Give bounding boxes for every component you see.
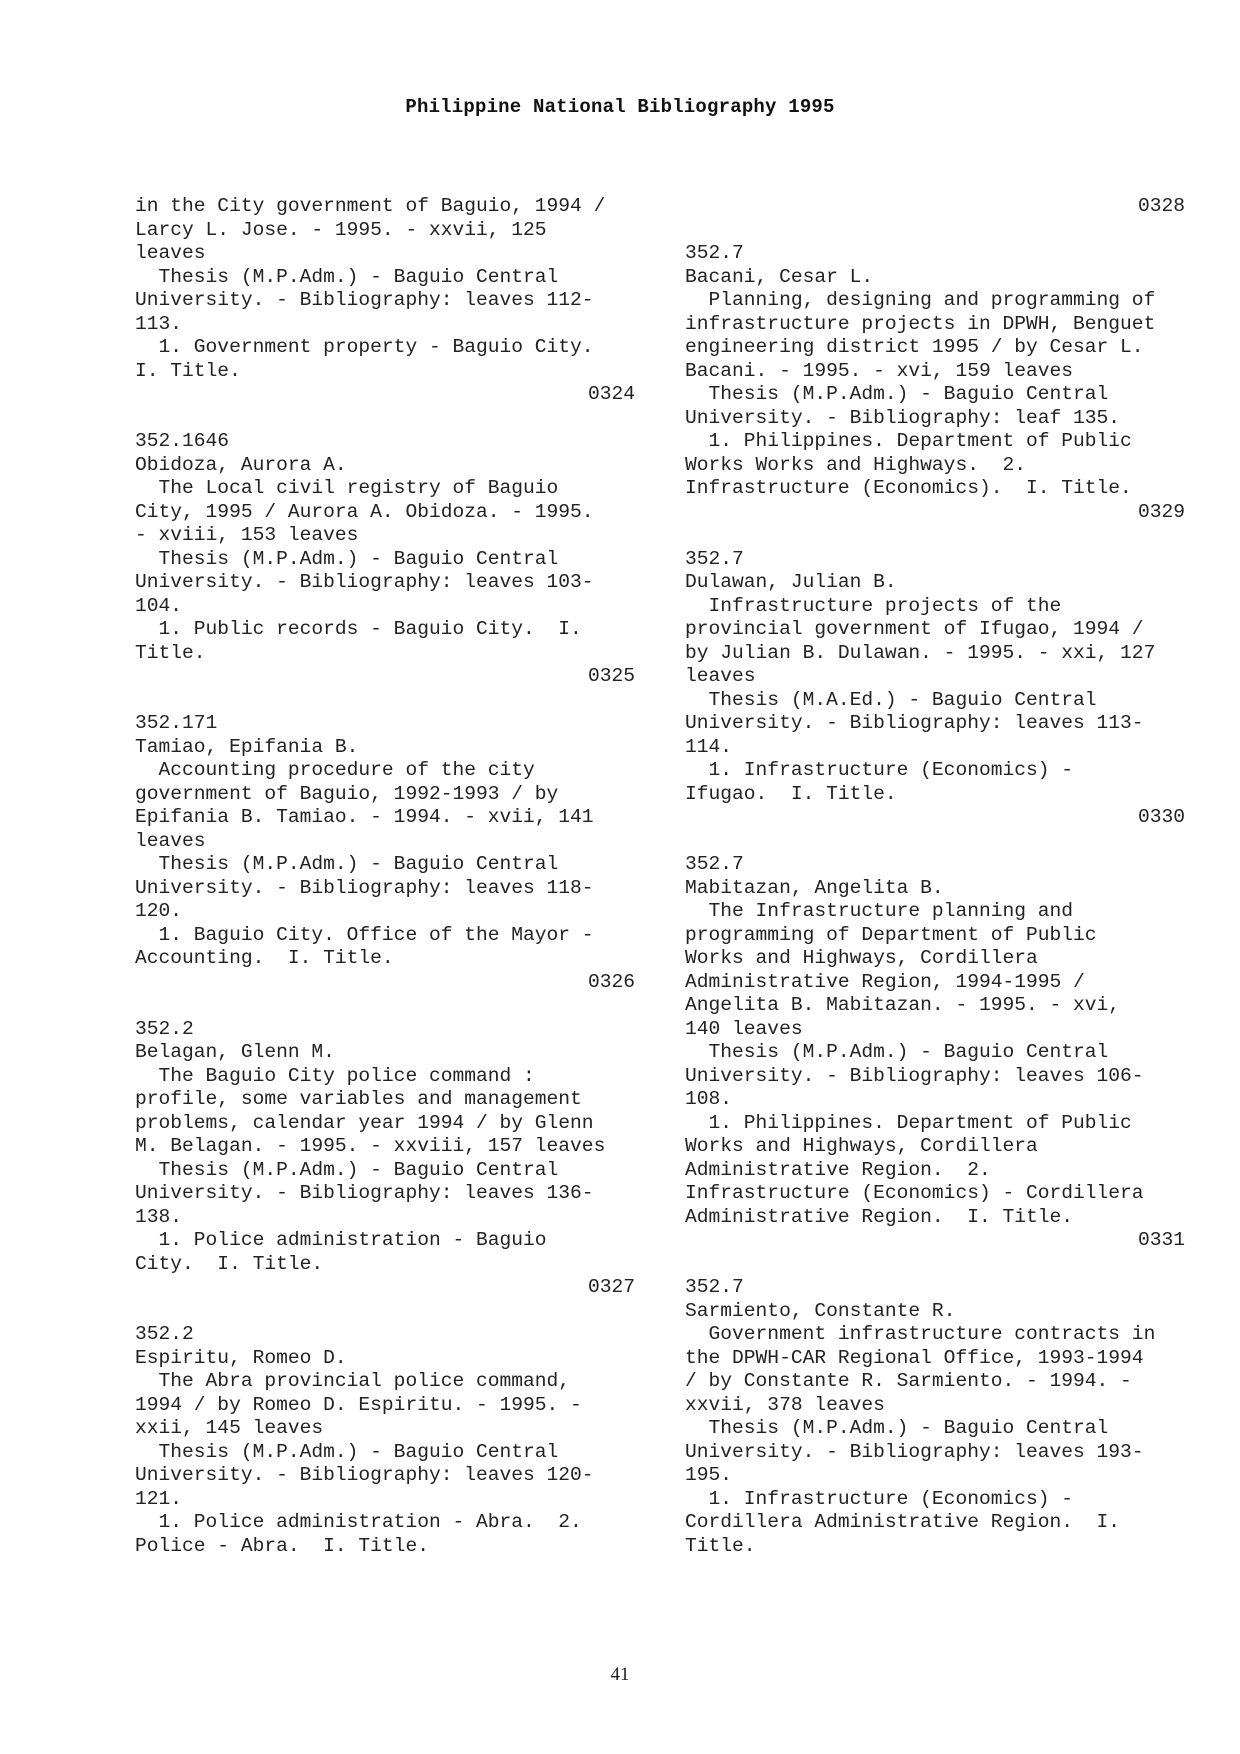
entry-line: 1. Infrastructure (Economics) - <box>685 759 1074 781</box>
entry-line: Infrastructure projects of the <box>685 594 1062 617</box>
entry-line: Thesis (M.P.Adm.) - Baguio Central <box>135 1158 559 1181</box>
bibliography-entry <box>685 195 1185 219</box>
entry-line: provincial government of Ifugao, 1994 / <box>685 618 1144 640</box>
entry-line: Cordillera Administrative Region. I. <box>685 1511 1121 1533</box>
entry-line: The Local civil registry of Baguio <box>135 477 559 499</box>
entry-line: 1. Philippines. Department of Public <box>685 430 1132 452</box>
entry-line: Ifugao. I. Title. <box>685 782 897 805</box>
entry-line: 114. <box>685 735 733 758</box>
page-title: Philippine National Bibliography 1995 <box>405 96 835 118</box>
entry-line: 1. Public records - Baguio City. I. <box>135 618 582 640</box>
entry-line: by Julian B. Dulawan. - 1995. - xxi, 127 <box>685 641 1156 664</box>
entry-line: University. - Bibliography: leaves 120- <box>135 1464 594 1486</box>
entry-line: Epifania B. Tamiao. - 1994. - xvii, 141 <box>135 806 594 828</box>
entry-number: 0329 <box>1137 500 1185 523</box>
entry-line: 195. <box>685 1464 733 1486</box>
entry-line: Works and Highways, Cordillera <box>685 1135 1038 1157</box>
entry-line: University. - Bibliography: leaves 113- <box>685 712 1144 734</box>
entry-line: Works and Highways, Cordillera <box>685 947 1038 969</box>
entry-spacer <box>685 1253 1185 1277</box>
bibliography-entry <box>685 548 1185 830</box>
entry-number: 0331 <box>1137 1229 1185 1251</box>
entry-line: Title. <box>135 641 206 664</box>
entry-line: University. - Bibliography: leaves 112- <box>135 289 594 311</box>
entry-line: Thesis (M.P.Adm.) - Baguio Central <box>135 1440 559 1463</box>
entry-line: xxvii, 378 leaves <box>685 1393 885 1416</box>
entry-line: University. - Bibliography: leaf 135. <box>685 406 1121 429</box>
entry-line: Dulawan, Julian B. <box>685 571 897 593</box>
entry-line: Title. <box>685 1534 756 1557</box>
entry-line: Infrastructure (Economics). I. Title. <box>685 477 1132 499</box>
entry-line: Thesis (M.P.Adm.) - Baguio Central <box>685 383 1109 405</box>
entry-line: Bacani, Cesar L. <box>685 265 874 288</box>
entry-line: profile, some variables and management <box>135 1088 582 1110</box>
entry-line: Sarmiento, Constante R. <box>685 1299 956 1322</box>
bibliography-entry <box>135 712 635 994</box>
entry-line: 1. Police administration - Abra. 2. <box>135 1511 582 1533</box>
entry-line: government of Baguio, 1992-1993 / by <box>135 782 559 805</box>
entry-line: 113. <box>135 312 183 335</box>
entry-line: 1. Infrastructure (Economics) - <box>685 1487 1074 1510</box>
entry-line: Thesis (M.P.Adm.) - Baguio Central <box>685 1417 1109 1439</box>
entry-line: City, 1995 / Aurora A. Obidoza. - 1995. <box>135 500 594 523</box>
entry-line: 352.7 <box>685 242 744 264</box>
bibliography-entry <box>135 195 635 407</box>
entry-line: Police - Abra. I. Title. <box>135 1534 429 1557</box>
entry-line: Works Works and Highways. 2. <box>685 453 1026 476</box>
entry-spacer <box>135 407 635 431</box>
entry-line: 1. Baguio City. Office of the Mayor - <box>135 923 594 946</box>
entry-number: 0326 <box>587 970 635 993</box>
entry-line: Accounting. I. Title. <box>135 947 394 969</box>
entry-line: Thesis (M.P.Adm.) - Baguio Central <box>135 265 559 288</box>
entry-line: Thesis (M.P.Adm.) - Baguio Central <box>135 853 559 875</box>
entry-line: City. I. Title. <box>135 1252 324 1275</box>
entry-line: University. - Bibliography: leaves 106- <box>685 1064 1144 1087</box>
entry-line: engineering district 1995 / by Cesar L. <box>685 336 1144 358</box>
entry-line: Administrative Region. 2. <box>685 1158 991 1181</box>
entry-line: Thesis (M.P.Adm.) - Baguio Central <box>135 547 559 570</box>
entry-line: Tamiao, Epifania B. <box>135 735 359 758</box>
entry-line: University. - Bibliography: leaves 193- <box>685 1440 1144 1463</box>
entry-line: Bacani. - 1995. - xvi, 159 leaves <box>685 359 1074 382</box>
entry-line: 140 leaves <box>685 1017 803 1040</box>
entry-spacer <box>135 994 635 1018</box>
entry-line: xxii, 145 leaves <box>135 1417 324 1439</box>
entry-line: Thesis (M.A.Ed.) - Baguio Central <box>685 688 1097 711</box>
entry-line: 1. Police administration - Baguio <box>135 1229 547 1251</box>
entry-line: leaves <box>135 242 206 264</box>
bibliography-entry <box>685 242 1185 524</box>
entry-line: Infrastructure (Economics) - Cordillera <box>685 1182 1144 1204</box>
entry-line: Government infrastructure contracts in <box>685 1323 1156 1345</box>
entry-line: Administrative Region. I. Title. <box>685 1205 1074 1228</box>
entry-line: The Abra provincial police command, <box>135 1370 571 1392</box>
entry-spacer <box>685 219 1185 243</box>
entry-line: / by Constante R. Sarmiento. - 1994. - <box>685 1370 1132 1392</box>
bibliography-entry <box>685 1276 1185 1558</box>
entry-line: 352.7 <box>685 547 744 570</box>
entry-line: leaves <box>685 665 756 687</box>
entry-line: leaves <box>135 829 206 852</box>
entry-line: - xviii, 153 leaves <box>135 524 359 546</box>
entry-line: 108. <box>685 1088 733 1110</box>
entry-line: 352.7 <box>685 1276 744 1298</box>
entry-number: 0330 <box>1137 806 1185 828</box>
entry-number: 0327 <box>587 1276 635 1298</box>
entry-line: in the City government of Baguio, 1994 / <box>135 195 606 217</box>
entry-line: The Baguio City police command : <box>135 1064 535 1087</box>
bibliography-entry <box>135 1323 635 1558</box>
entry-line: Administrative Region, 1994-1995 / <box>685 970 1085 993</box>
entry-line: 352.2 <box>135 1017 194 1040</box>
entry-line: 352.7 <box>685 853 744 875</box>
entry-line: problems, calendar year 1994 / by Glenn <box>135 1111 594 1134</box>
entry-line: Thesis (M.P.Adm.) - Baguio Central <box>685 1041 1109 1063</box>
bibliography-entry <box>135 430 635 689</box>
entry-line: 1. Philippines. Department of Public <box>685 1111 1132 1134</box>
entry-line: The Infrastructure planning and <box>685 900 1074 922</box>
entry-line: 121. <box>135 1487 183 1510</box>
right-column <box>685 195 1185 1558</box>
entry-line: Mabitazan, Angelita B. <box>685 876 944 899</box>
entry-line: Larcy L. Jose. - 1995. - xxvii, 125 <box>135 218 547 241</box>
entry-line: 1994 / by Romeo D. Espiritu. - 1995. - <box>135 1393 582 1416</box>
entry-line: Planning, designing and programming of <box>685 289 1156 311</box>
entry-line: 104. <box>135 594 183 617</box>
entry-line: programming of Department of Public <box>685 923 1097 946</box>
bibliography-entry <box>685 853 1185 1253</box>
entry-spacer <box>135 689 635 713</box>
entry-spacer <box>685 524 1185 548</box>
entry-line: University. - Bibliography: leaves 118- <box>135 876 594 899</box>
entry-line: Belagan, Glenn M. <box>135 1041 335 1063</box>
entry-line: I. Title. <box>135 359 241 382</box>
entry-line: 352.2 <box>135 1323 194 1345</box>
bibliography-entry <box>135 1018 635 1300</box>
entry-line: 352.1646 <box>135 430 230 452</box>
entry-number: 0328 <box>1137 195 1185 217</box>
entry-line: the DPWH-CAR Regional Office, 1993-1994 <box>685 1346 1144 1369</box>
page-number: 41 <box>610 1664 630 1685</box>
entry-line: Angelita B. Mabitazan. - 1995. - xvi, <box>685 994 1121 1016</box>
entry-number: 0325 <box>587 665 635 687</box>
left-column <box>135 195 635 1558</box>
entry-line: Obidoza, Aurora A. <box>135 453 347 476</box>
entry-line: M. Belagan. - 1995. - xxviii, 157 leaves <box>135 1135 606 1157</box>
entry-spacer <box>135 1300 635 1324</box>
entry-number: 0324 <box>587 383 635 405</box>
entry-line: infrastructure projects in DPWH, Benguet <box>685 312 1156 335</box>
entry-line: 138. <box>135 1205 183 1228</box>
entry-line: University. - Bibliography: leaves 103- <box>135 571 594 593</box>
entry-line: University. - Bibliography: leaves 136- <box>135 1182 594 1204</box>
entry-spacer <box>685 830 1185 854</box>
entry-line: 120. <box>135 900 183 922</box>
entry-line: 1. Government property - Baguio City. <box>135 336 594 358</box>
entry-line: Espiritu, Romeo D. <box>135 1346 347 1369</box>
entry-line: Accounting procedure of the city <box>135 759 535 781</box>
entry-line: 352.171 <box>135 712 218 734</box>
